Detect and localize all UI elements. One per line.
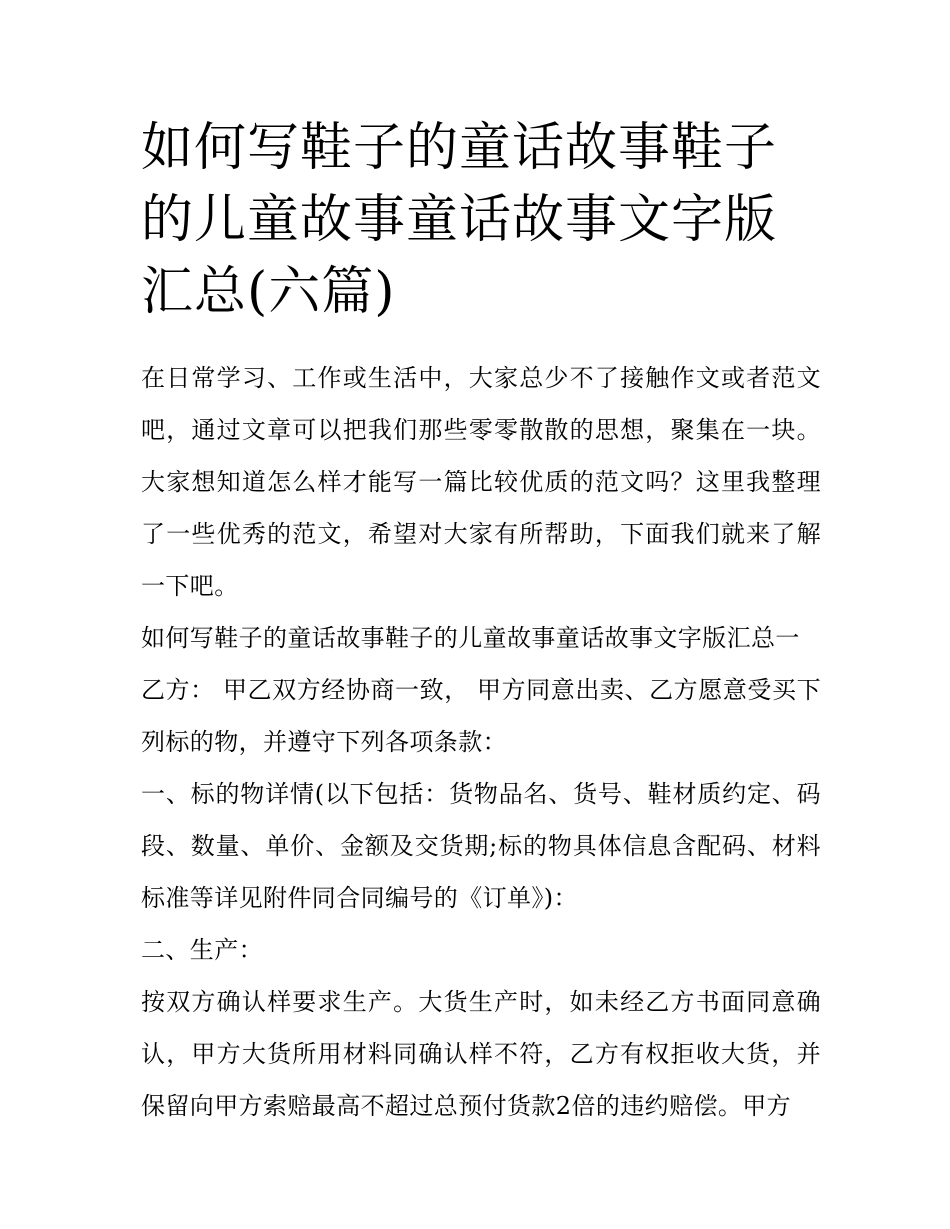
clause-two-heading: 二、生产： <box>141 936 263 964</box>
section-heading: 如何写鞋子的童话故事鞋子的儿童故事童话故事文字版汇总一 <box>141 624 800 652</box>
production-paragraph: 按双方确认样要求生产。大货生产时，如未经乙方书面同意确认，甲方大货所用材料同确认样不符，乙方有权拒收大货，并保留向甲方索赔最高不超过总预付货款2倍的违约赔偿。甲方 <box>141 988 821 1120</box>
clause-one-paragraph: 一、标的物详情(以下包括：货物品名、货号、鞋材质约定、码段、数量、单价、金额及交货期;标的物具体信息含配码、材料标准等详见附件同合同编号的《订单》)： <box>141 780 821 912</box>
party-paragraph: 乙方： 甲乙双方经协商一致， 甲方同意出卖、乙方愿意受买下列标的物，并遵守下列各项条款： <box>141 676 821 756</box>
document-title: 如何写鞋子的童话故事鞋子的儿童故事童话故事文字版汇总(六篇) <box>141 118 778 322</box>
intro-paragraph: 在日常学习、工作或生活中，大家总少不了接触作文或者范文吧，通过文章可以把我们那些零零散散的思想，聚集在一块。大家想知道怎么样才能写一篇比较优质的范文吗？这里我整理了一些优秀的范文，希望对大家有所帮助，下面我们就来了解一下吧。 <box>141 364 821 600</box>
document-body <box>141 352 821 1132</box>
